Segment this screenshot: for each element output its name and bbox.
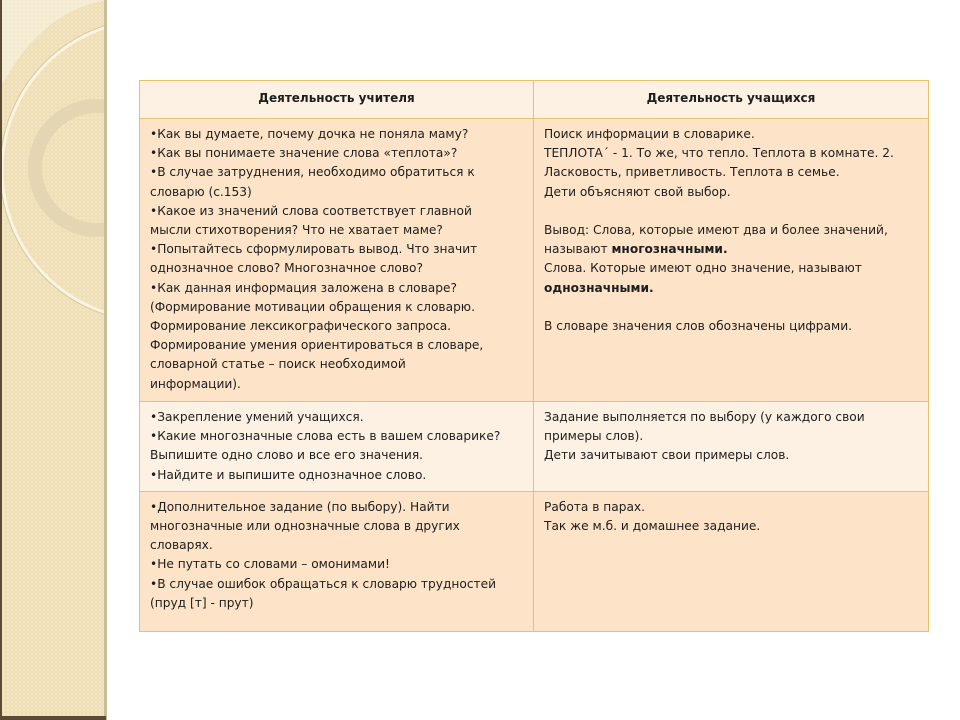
cell-line: В словаре значения слов обозначены цифрами. <box>544 319 852 333</box>
cell-line: словарной статье – поиск необходимой <box>150 357 406 372</box>
blank-line <box>544 202 918 221</box>
cell-line: •Как вы понимаете значение слова «теплота»? <box>150 146 458 161</box>
blank-line <box>544 298 918 317</box>
cell-line: Поиск информации в словарике. <box>544 127 755 141</box>
cell-line: информации). <box>150 376 241 391</box>
cell-line: Формирование умения ориентироваться в словаре, <box>150 338 484 353</box>
students-cell <box>534 119 929 402</box>
decorative-circles-icon <box>2 0 106 720</box>
students-cell <box>534 402 929 492</box>
bold-term: многозначными. <box>611 242 728 257</box>
header-teacher: Деятельность учителя <box>140 81 534 119</box>
cell-line: Так же м.б. и домашнее задание. <box>544 519 761 534</box>
cell-line: словарях. <box>150 538 213 553</box>
table-row <box>140 119 929 402</box>
cell-line: •Дополнительное задание (по выбору). Найти <box>150 499 450 514</box>
cell-line: •Попытайтесь сформулировать вывод. Что значит <box>150 242 478 257</box>
cell-line: (Формирование мотивации обращения к словарю. <box>150 299 475 314</box>
cell-line: однозначное слово? Многозначное слово? <box>150 261 423 276</box>
cell-line: Выпишите одно слово и все его значения. <box>150 448 424 463</box>
cell-line <box>544 279 918 298</box>
teacher-cell <box>140 119 534 402</box>
cell-line: Ласковость, приветливость. Теплота в семье. <box>544 165 840 180</box>
cell-line: •Как вы думаете, почему дочка не поняла маму? <box>150 127 469 141</box>
bold-term: однозначными. <box>544 280 654 295</box>
cell-line: Формирование лексикографического запроса. <box>150 319 452 334</box>
cell-line: (пруд [т] - прут) <box>150 595 254 610</box>
cell-line: Вывод: Слова, которые имеют два и более значений, <box>544 223 888 237</box>
text: называют <box>544 242 612 257</box>
cell-line: •Закрепление умений учащихся. <box>150 410 364 424</box>
cell-line: •Не путать со словами – омонимами! <box>150 557 390 572</box>
cell-line: ТЕПЛОТА´ - 1. То же, что тепло. Теплота в комнате. 2. <box>544 146 894 161</box>
teacher-cell <box>140 402 534 492</box>
header-students: Деятельность учащихся <box>534 81 929 119</box>
cell-line: мысли стихотворения? Что не хватает маме? <box>150 223 443 238</box>
students-cell <box>534 491 929 631</box>
cell-line: Дети зачитывают свои примеры слов. <box>544 448 790 463</box>
cell-line: •В случае затруднения, необходимо обратиться к <box>150 165 475 180</box>
cell-line: Работа в парах. <box>544 499 646 514</box>
decorative-sidebar <box>0 0 106 720</box>
cell-line: Дети объясняют свой выбор. <box>544 184 731 199</box>
table-row <box>140 402 929 492</box>
cell-line: •В случае ошибок обращаться к словарю трудностей <box>150 576 497 591</box>
cell-line: •Найдите и выпишите однозначное слово. <box>150 467 427 482</box>
cell-line: Слова. Которые имеют одно значение, называют <box>544 261 862 276</box>
cell-line: •Какие многозначные слова есть в вашем словарике? <box>150 429 501 444</box>
sidebar-bottom-edge <box>0 716 106 720</box>
activity-table-container <box>139 80 928 632</box>
cell-line: •Какое из значений слова соответствует главной <box>150 203 472 218</box>
table-row <box>140 491 929 631</box>
cell-line: словарю (с.153) <box>150 184 252 199</box>
cell-line: многозначные или однозначные слова в других <box>150 519 460 534</box>
cell-line: •Как данная информация заложена в словаре? <box>150 280 457 295</box>
activity-table <box>139 80 929 632</box>
cell-line <box>544 240 918 259</box>
cell-line: примеры слов). <box>544 429 644 444</box>
cell-line: Задание выполняется по выбору (у каждого свои <box>544 410 865 424</box>
sidebar-edge <box>104 0 107 720</box>
table-header-row <box>140 81 929 119</box>
teacher-cell <box>140 491 534 631</box>
